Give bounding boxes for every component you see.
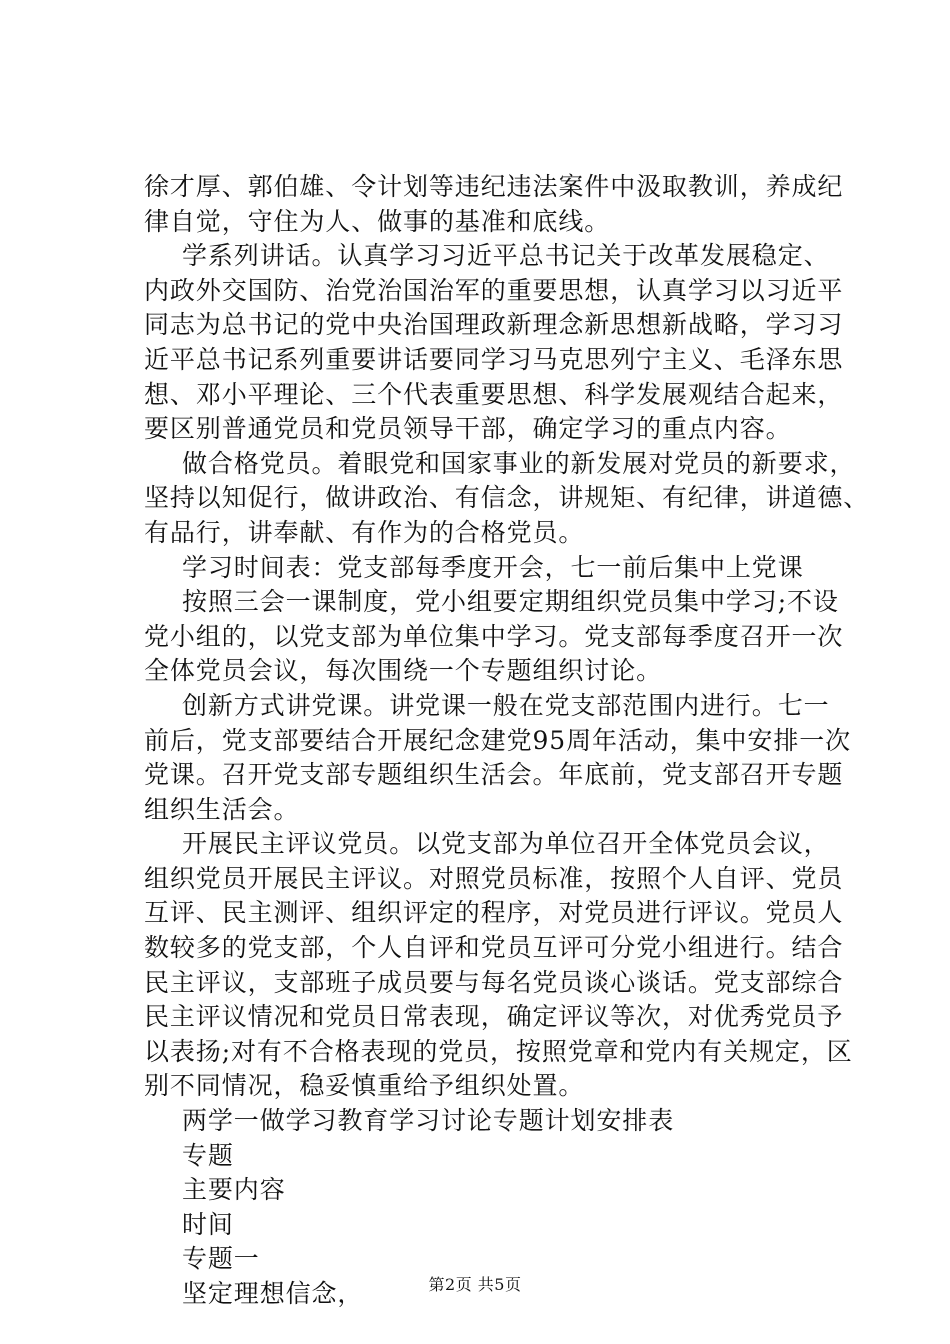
- text-line: 组织党员开展民主评议。对照党员标准，按照个人自评、党员: [144, 863, 844, 893]
- text-line: 前后，党支部要结合开展纪念建党95周年活动，集中安排一次: [144, 725, 852, 755]
- table-cell-line: 专题: [182, 1140, 234, 1170]
- text-line: 内政外交国防、治党治国治军的重要思想，认真学习以习近平: [144, 275, 844, 305]
- paragraph-start-line: 创新方式讲党课。讲党课一般在党支部范围内进行。七一: [182, 690, 830, 720]
- text-line: 全体党员会议，每次围绕一个专题组织讨论。: [144, 656, 663, 686]
- text-line: 要区别普通党员和党员领导干部，确定学习的重点内容。: [144, 414, 792, 444]
- paragraph-start-line: 按照三会一课制度，党小组要定期组织党员集中学习;不设: [182, 587, 839, 617]
- table-cell-line: 主要内容: [182, 1175, 286, 1205]
- text-line: 数较多的党支部，个人自评和党员互评可分党小组进行。结合: [144, 933, 844, 963]
- text-line: 同志为总书记的党中央治国理政新理念新思想新战略，学习习: [144, 310, 844, 340]
- text-line: 民主评议，支部班子成员要与每名党员谈心谈话。党支部综合: [144, 967, 844, 997]
- table-cell-line: 坚定理想信念，: [182, 1279, 364, 1308]
- paragraph-start-line: 学习时间表：党支部每季度开会，七一前后集中上党课: [182, 552, 804, 582]
- text-line: 党课。召开党支部专题组织生活会。年底前，党支部召开专题: [144, 760, 844, 790]
- text-line: 别不同情况，稳妥慎重给予组织处置。: [144, 1071, 585, 1101]
- document-body: [144, 170, 870, 1312]
- text-line: 徐才厚、郭伯雄、令计划等违纪违法案件中汲取教训，养成纪: [144, 172, 844, 201]
- text-line: 民主评议情况和党员日常表现，确定评议等次，对优秀党员予: [144, 1002, 844, 1032]
- text-line: 组织生活会。: [144, 794, 300, 824]
- text-line: 想、邓小平理论、三个代表重要思想、科学发展观结合起来，: [144, 379, 844, 409]
- page-number-footer: 第2页 共5页: [428, 1275, 522, 1294]
- table-cell-line: 时间: [182, 1209, 234, 1239]
- paragraph-start-line: 学系列讲话。认真学习习近平总书记关于改革发展稳定、: [182, 241, 830, 271]
- text-line: 律自觉，守住为人、做事的基准和底线。: [144, 206, 611, 236]
- text-line: 以表扬;对有不合格表现的党员，按照党章和党内有关规定，区: [144, 1036, 853, 1066]
- text-line: 坚持以知促行，做讲政治、有信念，讲规矩、有纪律，讲道德、: [144, 483, 870, 513]
- table-cell-line: 专题一: [182, 1244, 260, 1274]
- text-line: 近平总书记系列重要讲话要同学习马克思列宁主义、毛泽东思: [144, 344, 844, 374]
- text-line: 互评、民主测评、组织评定的程序，对党员进行评议。党员人: [144, 898, 844, 928]
- paragraph-start-line: 开展民主评议党员。以党支部为单位召开全体党员会议，: [182, 829, 830, 859]
- paragraph-start-line: 做合格党员。着眼党和国家事业的新发展对党员的新要求，: [182, 448, 856, 478]
- text-line: 党小组的，以党支部为单位集中学习。党支部每季度召开一次: [144, 621, 844, 651]
- table-title-line: 两学一做学习教育学习讨论专题计划安排表: [182, 1106, 675, 1136]
- text-line: 有品行，讲奉献、有作为的合格党员。: [144, 517, 585, 547]
